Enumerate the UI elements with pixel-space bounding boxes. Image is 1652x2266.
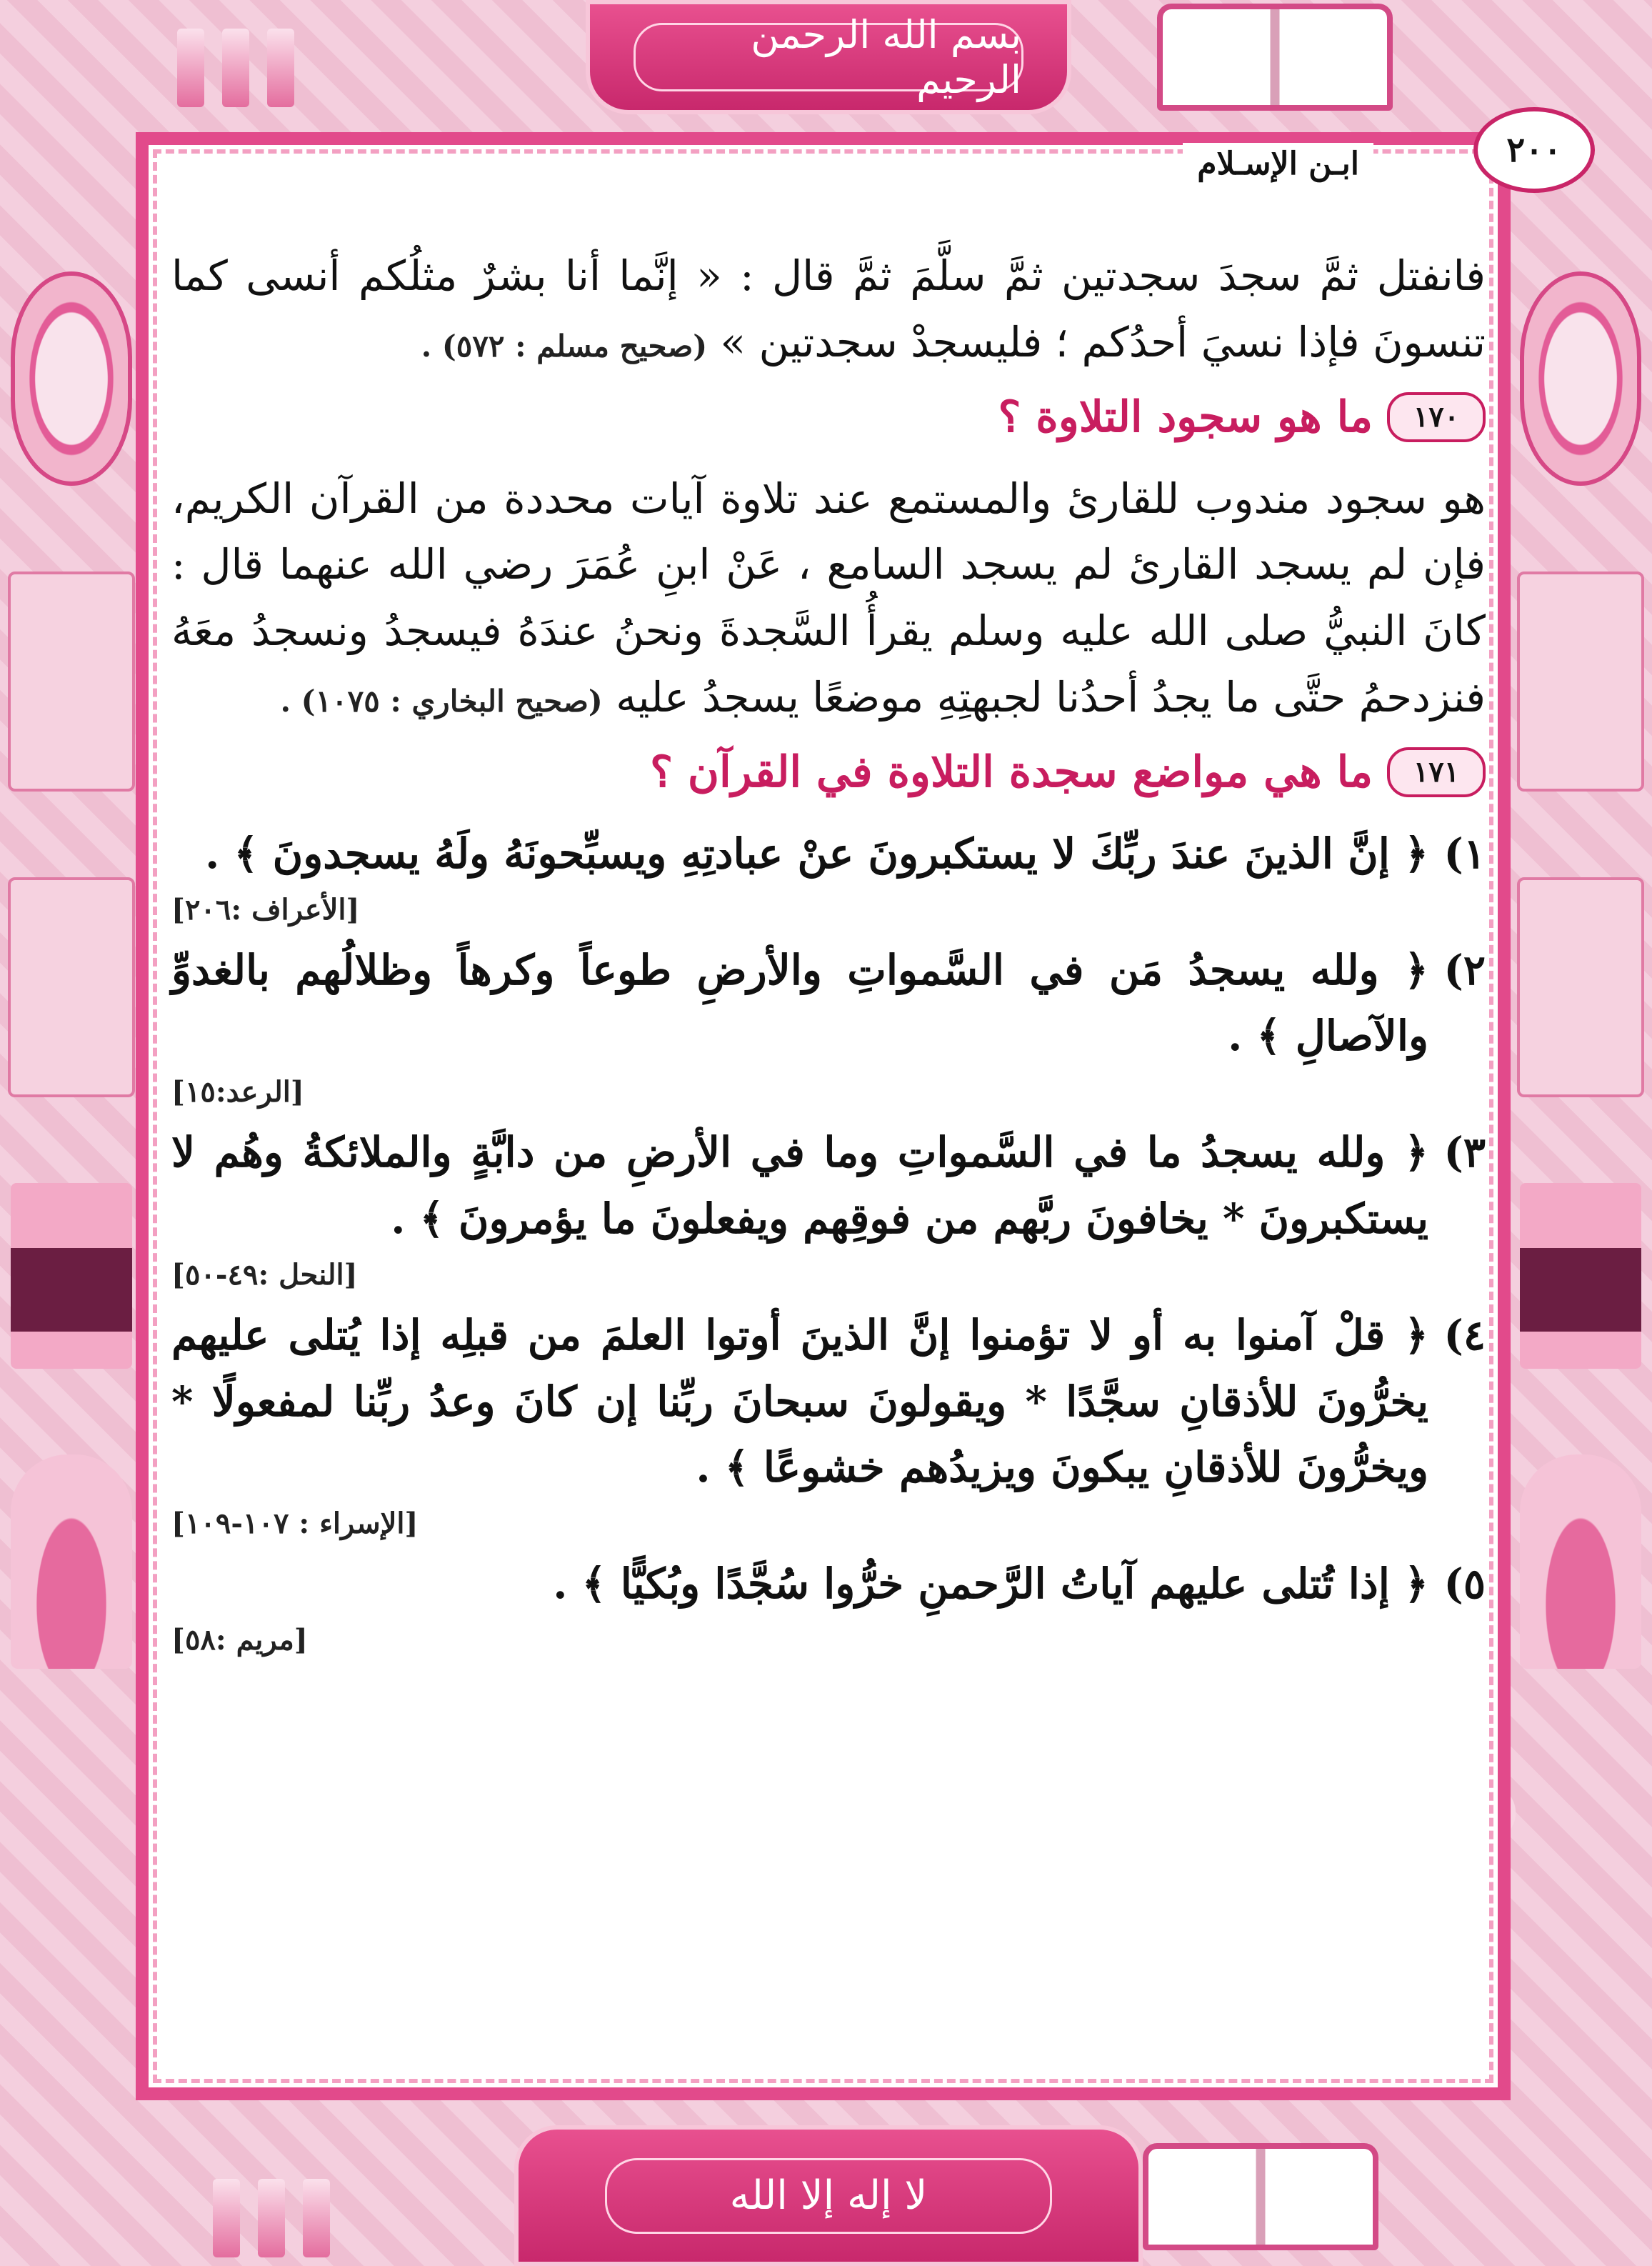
book-title: ابـن الإسـلام (1183, 143, 1373, 185)
open-book-icon (1143, 2143, 1378, 2250)
verse-number: ١) (1443, 829, 1486, 878)
kaaba-image (1520, 1183, 1641, 1369)
question-title: ما هي مواضع سجدة التلاوة في القرآن ؟ (650, 747, 1373, 797)
question-number: ١٧٠ (1387, 392, 1486, 442)
verse-item (171, 821, 1486, 933)
calligraphy-panel (1517, 877, 1644, 1097)
verse-number: ٤) (1443, 1310, 1486, 1359)
verse-item (171, 937, 1486, 1116)
verse-text: ﴿ قلْ آمنوا به أو لا تؤمنوا إنَّ الذينَ أوتوا العلمَ من قبلِه إذا يُتلى عليهم يخرُّونَ للأذقانِ سجَّدًا * ويقولونَ سبحانَ ربِّنا إن كانَ وعدُ ربِّنا لمفعولًا * ويخرُّونَ للأذقانِ يبكونَ ويزيدُهم خشوعًا ﴾ . (171, 1310, 1429, 1492)
verse-text: ﴿ ولله يسجدُ ما في السَّمواتِ وما في الأرضِ من دابَّةٍ والملائكةُ وهُم لا يستكبرونَ * يخافونَ ربَّهم من فوقِهم ويفعلونَ ما يؤمرونَ ﴾ . (171, 1128, 1428, 1243)
footer-calligraphy: لا إله إلا الله (605, 2158, 1052, 2234)
question-171-heading (171, 738, 1486, 807)
calligraphy-panel (1517, 572, 1644, 792)
page-number: ٢٠٠ (1473, 107, 1595, 193)
mosque-dome-image (1520, 1454, 1641, 1669)
mosque-dome-image (11, 1454, 132, 1669)
answer-text: هو سجود مندوب للقارئ والمستمع عند تلاوة آيات محددة من القرآن الكريم، فإن لم يسجد القارئ لم يسجد السامع ، عَنْ ابنِ عُمَرَ رضي الله عنهما قال : كانَ النبيُّ صلى الله عليه وسلم يقرأُ السَّجدةَ ونحنُ عندَهُ فيسجدُ ونسجدُ معَهُ فنزدحمُ حتَّى ما يجدُ أحدُنا لجبهتِهِ موضعًا يسجدُ عليه (171, 474, 1486, 722)
verse-number: ٥) (1443, 1559, 1486, 1609)
question-170-heading (171, 383, 1486, 451)
calligraphy-medallion (11, 271, 132, 486)
footer-banner (514, 2125, 1143, 2266)
verse-number: ٣) (1443, 1128, 1486, 1177)
kaaba-image (11, 1183, 132, 1369)
verse-reference: [مريم :٥٨] (171, 1622, 308, 1657)
right-decoration (1513, 271, 1648, 2200)
calligraphy-panel (8, 877, 135, 1097)
verse-text: ﴿ إذا تُتلى عليهم آياتُ الرَّحمنِ خرُّوا سُجَّدًا وبُكيًّا ﴾ . (553, 1559, 1428, 1609)
intro-text: فانفتل ثمَّ سجدَ سجدتين ثمَّ سلَّمَ ثمَّ قال : « إنَّما أنا بشرٌ مثلُكم أنسى كما تنسونَ فإذا نسيَ أحدُكم ؛ فليسجدْ سجدتين » (171, 251, 1486, 366)
candles-icon (157, 0, 314, 107)
verse-reference: [الإسراء : ١٠٧-١٠٩] (171, 1507, 419, 1541)
verse-reference: [الأعراف :٢٠٦] (171, 892, 360, 927)
main-content (171, 243, 1486, 1667)
verse-item (171, 1551, 1486, 1663)
basmala: بسم الله الرحمن الرحيم (634, 23, 1023, 91)
question-number: ١٧١ (1387, 747, 1486, 797)
intro-reference: (صحيح مسلم : ٥٧٢) . (421, 328, 708, 364)
verse-number: ٢) (1443, 945, 1486, 994)
verse-text: ﴿ إنَّ الذينَ عندَ ربِّكَ لا يستكبرونَ عنْ عبادتِهِ ويسبِّحونَهُ ولَهُ يسجدونَ ﴾ . (205, 829, 1428, 878)
calligraphy-medallion (1520, 271, 1641, 486)
header-banner (586, 0, 1071, 114)
question-170-answer (171, 466, 1486, 731)
verse-text: ﴿ ولله يسجدُ مَن في السَّمواتِ والأرضِ طوعاً وكرهاً وظلالُهم بالغدوِّ والآصالِ ﴾ . (171, 945, 1428, 1061)
intro-paragraph (171, 243, 1486, 376)
left-decoration (4, 271, 139, 2200)
question-title: ما هو سجود التلاوة ؟ (998, 391, 1373, 442)
verse-reference: [النحل :٤٩-٥٠] (171, 1257, 358, 1292)
verse-item (171, 1302, 1486, 1547)
candles-icon (193, 2150, 350, 2257)
verse-reference: [الرعد:١٥] (171, 1075, 304, 1109)
answer-reference: (صحيح البخاري : ١٠٧٥) . (280, 683, 603, 719)
verse-item (171, 1119, 1486, 1298)
open-book-icon (1157, 4, 1393, 111)
calligraphy-panel (8, 572, 135, 792)
